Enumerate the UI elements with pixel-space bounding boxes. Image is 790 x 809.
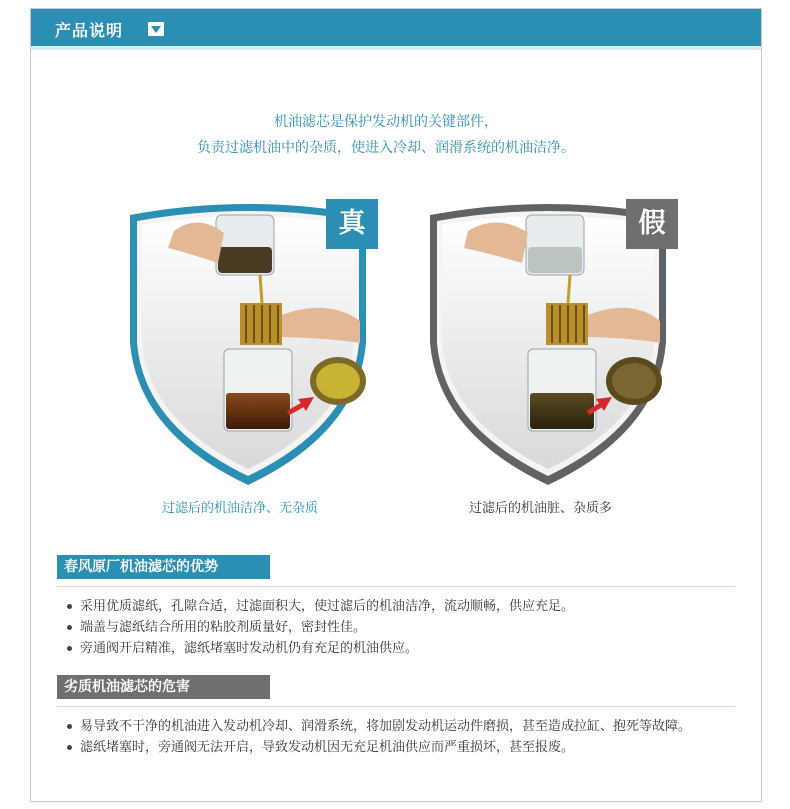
intro-line-1: 机油滤芯是保护发动机的关键部件， (274, 114, 498, 130)
divider (57, 706, 735, 707)
genuine-filter-illustration (128, 193, 378, 493)
harms-heading: 劣质机油滤芯的危害 (57, 675, 270, 699)
triangle-down-icon[interactable] (148, 22, 164, 36)
divider (57, 586, 735, 587)
counterfeit-filter-illustration (428, 193, 678, 493)
counterfeit-tag: 假 (626, 199, 678, 249)
genuine-caption: 过滤后的机油洁净、无杂质 (162, 501, 319, 516)
harms-list (67, 716, 691, 758)
list-item: 旁通阀开启精准，滤纸堵塞时发动机仍有充足的机油供应。 (67, 638, 574, 659)
advantages-heading: 春风原厂机油滤芯的优势 (57, 555, 270, 579)
list-item: 采用优质滤纸，孔隙合适，过滤面积大，使过滤后的机油洁净，流动顺畅，供应充足。 (67, 596, 574, 617)
list-item: 端盖与滤纸结合所用的粘胶剂质量好，密封性佳。 (67, 617, 574, 638)
advantages-list (67, 596, 574, 659)
section-header (31, 9, 761, 50)
list-item: 滤纸堵塞时，旁通阀无法开启，导致发动机因无充足机油供应而严重损坏，甚至报废。 (67, 737, 691, 758)
product-description-panel (30, 8, 762, 802)
list-item: 易导致不干净的机油进入发动机冷却、润滑系统，将加剧发动机运动件磨损，甚至造成拉缸、抱死等故障。 (67, 716, 691, 737)
intro-line-2: 负责过滤机油中的杂质，使进入冷却、润滑系统的机油洁净。 (197, 140, 575, 156)
counterfeit-caption: 过滤后的机油脏、杂质多 (469, 501, 613, 516)
section-title: 产品说明 (55, 21, 124, 40)
genuine-tag: 真 (326, 199, 378, 249)
